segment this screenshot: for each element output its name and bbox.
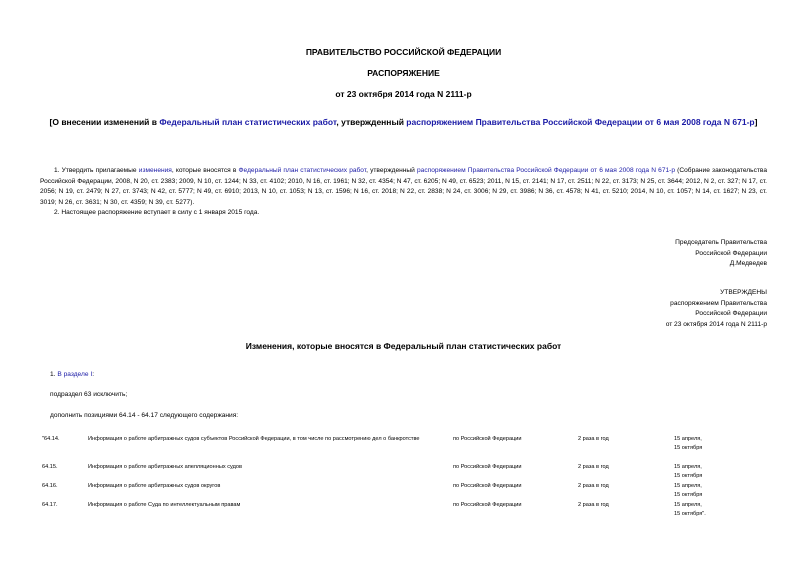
row-dates — [674, 463, 702, 481]
row-scope: по Российской Федерации — [453, 483, 522, 489]
government-name: ПРАВИТЕЛЬСТВО РОССИЙСКОЙ ФЕДЕРАЦИИ — [305, 47, 502, 57]
row-number: 64.15. — [42, 464, 58, 470]
row-date-1: 15 апреля, — [674, 502, 702, 508]
document-title — [40, 116, 767, 128]
row-frequency: 2 раза в год — [578, 502, 609, 508]
approved-line-2: распоряжением Правительства — [670, 299, 767, 307]
row-name: Информация о работе арбитражных судов субъектов Российской Федерации, в том числе по рассмотрению дел о банкротстве — [88, 436, 420, 442]
row-number: 64.16. — [42, 483, 58, 489]
approved-block — [666, 288, 767, 330]
title-open: [О внесении изменений в — [49, 117, 160, 127]
item1-num: 1. — [50, 371, 58, 378]
p1-link-order[interactable]: распоряжением Правительства Российской Федерации от 6 мая 2008 года N 671-р — [417, 167, 676, 174]
p1-link-changes[interactable]: изменения — [138, 167, 172, 174]
p1-mid1: , которые вносятся в — [171, 167, 239, 174]
item1-link-section[interactable]: В разделе I — [57, 371, 93, 378]
title-link-plan[interactable]: Федеральный план статистических работ — [159, 117, 337, 127]
p1-link-plan[interactable]: Федеральный план статистических работ — [238, 167, 367, 174]
row-date-1: 15 апреля, — [674, 464, 702, 470]
signature-block — [675, 238, 767, 270]
changes-line-3: дополнить позициями 64.14 - 64.17 следующего содержания: — [50, 412, 239, 419]
title-link-order[interactable]: распоряжением Правительства Российской Федерации от 6 мая 2008 года N 671-р — [406, 117, 755, 127]
p1-end: (Собрание законодательства Российской Федерации, 2008, N 20, ст. 2383; 2009, N 10, ст. 1244; N 33, ст. 4102; 2010, N 16, ст. 1961; N 32, ст. 4354; N 47, ст. 6205; N 49, ст. 6523; 2011, N 15, ст. 2141; N 17, ст. 2511; N 22, ст. 3173; N 25, ст. 3644; 2012, N 2, ст. 327; N 17, ст. 2056; N 19, ст. 2479; N 27, ст. 3743; N 42, ст. 5777; N 49, ст. 6910; 2013, N 10, ст. 1053; N 13, ст. 1596; N 16, ст. 2018; N 22, ст. 2838; N 24, ст. 3006; N 29, ст. 3986; N 36, ст. 4578; N 41, ст. 5210; 2014, N 10, ст. 1057; N 14, ст. 1627; N 23, ст. 3019; N 26, ст. 3631; N 30, ст. 4359; N 39, ст. 5277). — [40, 167, 767, 206]
signature-line-3: Д.Медведев — [729, 260, 767, 267]
row-name: Информация о работе арбитражных судов округов — [88, 483, 221, 489]
title-mid: , утвержденный — [336, 117, 407, 127]
document-date-number: от 23 октября 2014 года N 2111-р — [335, 89, 472, 99]
row-scope: по Российской Федерации — [453, 436, 522, 442]
row-dates — [674, 501, 706, 519]
row-dates — [674, 482, 702, 500]
changes-line-2: подраздел 63 исключить; — [50, 391, 128, 398]
changes-heading: Изменения, которые вносятся в Федеральный план статистических работ — [245, 341, 562, 351]
row-date-1: 15 апреля, — [674, 436, 702, 442]
approved-line-4: от 23 октября 2014 года N 2111-р — [665, 320, 767, 328]
row-scope: по Российской Федерации — [453, 464, 522, 470]
paragraph-2: 2. Настоящее распоряжение вступает в силу с 1 января 2015 года. — [54, 209, 260, 216]
row-date-2: 15 октября — [674, 473, 703, 479]
changes-item-1 — [50, 370, 94, 380]
row-frequency: 2 раза в год — [578, 464, 609, 470]
signature-line-2: Российской Федерации — [695, 249, 767, 257]
row-dates — [674, 435, 702, 453]
row-date-2: 15 октября". — [674, 511, 706, 517]
row-number: 64.17. — [42, 502, 58, 508]
row-date-2: 15 октября — [674, 445, 703, 451]
approved-line-1: УТВЕРЖДЕНЫ — [720, 289, 767, 296]
paragraph-1 — [40, 166, 767, 208]
row-number: "64.14. — [42, 436, 60, 442]
row-date-1: 15 апреля, — [674, 483, 702, 489]
row-name: Информация о работе арбитражных апелляционных судов — [88, 464, 242, 470]
approved-line-3: Российской Федерации — [695, 310, 767, 317]
row-frequency: 2 раза в год — [578, 483, 609, 489]
p1-mid2: , утвержденный — [366, 167, 417, 174]
row-scope: по Российской Федерации — [453, 502, 522, 508]
row-frequency: 2 раза в год — [578, 436, 609, 442]
p1-start: 1. Утвердить прилагаемые — [54, 167, 139, 174]
document-type: РАСПОРЯЖЕНИЕ — [367, 68, 440, 78]
signature-line-1: Председатель Правительства — [675, 239, 767, 246]
item1-end: : — [92, 371, 95, 378]
title-close: ] — [754, 117, 758, 127]
row-date-2: 15 октября — [674, 492, 703, 498]
row-name: Информация о работе Суда по интеллектуальным правам — [88, 502, 241, 508]
